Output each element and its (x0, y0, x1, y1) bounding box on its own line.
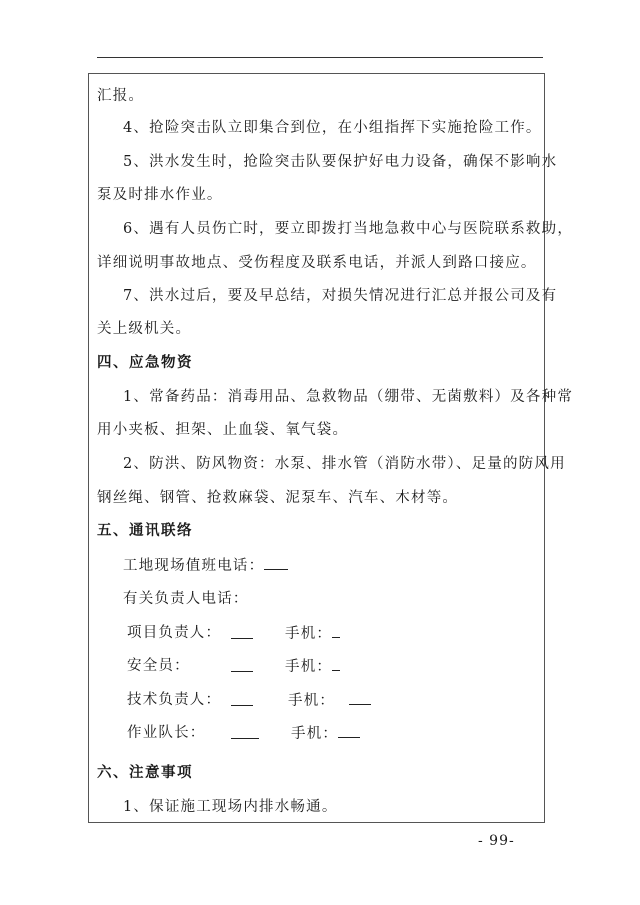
text-line: 用小夹板、担架、止血袋、氧气袋。 (97, 422, 349, 438)
section-heading: 四、应急物资 (97, 354, 193, 371)
contact-blank (231, 657, 253, 672)
text-line: 4、抢险突击队立即集合到位，在小组指挥下实施抢险工作。 (123, 120, 542, 136)
contact-role: 项目负责人： (127, 625, 222, 641)
contact-mobile-blank (332, 656, 340, 671)
duty-phone-label: 工地现场值班电话： (123, 558, 265, 574)
duty-phone-blank (264, 555, 288, 570)
contact-mobile-label: 手机： (288, 693, 336, 709)
contact-role: 技术负责人： (127, 692, 222, 708)
contact-mobile-label: 手机： (291, 726, 339, 742)
contact-role: 作业队长： (127, 725, 206, 741)
duty-phone-row (123, 555, 288, 576)
contact-role: 安全员： (127, 658, 190, 674)
text-line: 汇报。 (97, 88, 145, 104)
contact-blank (231, 624, 253, 639)
text-line: 5、洪水发生时，抢险突击队要保护好电力设备，确保不影响水 (123, 154, 558, 170)
text-line: 泵及时排水作业。 (97, 187, 223, 203)
page-number: - 99- (478, 833, 515, 849)
contact-blank (231, 724, 259, 739)
section-heading: 六、注意事项 (97, 764, 193, 781)
text-line: 1、保证施工现场内排水畅通。 (123, 799, 338, 815)
text-line: 钢丝绳、钢管、抢救麻袋、泥泵车、汽车、木材等。 (97, 490, 459, 506)
contact-blank (231, 691, 253, 706)
contact-mobile-label: 手机： (285, 626, 333, 642)
section-heading: 五、通讯联络 (97, 522, 193, 539)
text-line: 1、常备药品：消毒用品、急救物品（绷带、无菌敷料）及各种常 (123, 389, 574, 405)
text-line: 详细说明事故地点、受伤程度及联系电话，并派人到路口接应。 (97, 255, 537, 271)
contact-mobile-row (285, 656, 340, 677)
contact-mobile-blank (332, 623, 340, 638)
contact-mobile-blank (338, 723, 360, 738)
text-line: 6、遇有人员伤亡时，要立即拨打当地急救中心与医院联系救助， (123, 221, 574, 237)
contact-mobile-label: 手机： (285, 659, 333, 675)
contact-mobile-blank (349, 690, 371, 705)
contact-mobile-row (285, 623, 340, 644)
contact-mobile-row (291, 723, 360, 744)
text-line: 2、防洪、防风物资：水泵、排水管（消防水带）、足量的防风用 (123, 456, 566, 472)
header-rule (97, 57, 543, 58)
leaders-phone-label: 有关负责人电话： (123, 591, 249, 607)
text-line: 7、洪水过后，要及早总结，对损失情况进行汇总并报公司及有 (123, 288, 558, 304)
text-line: 关上级机关。 (97, 321, 192, 337)
contact-mobile-row (288, 690, 371, 711)
